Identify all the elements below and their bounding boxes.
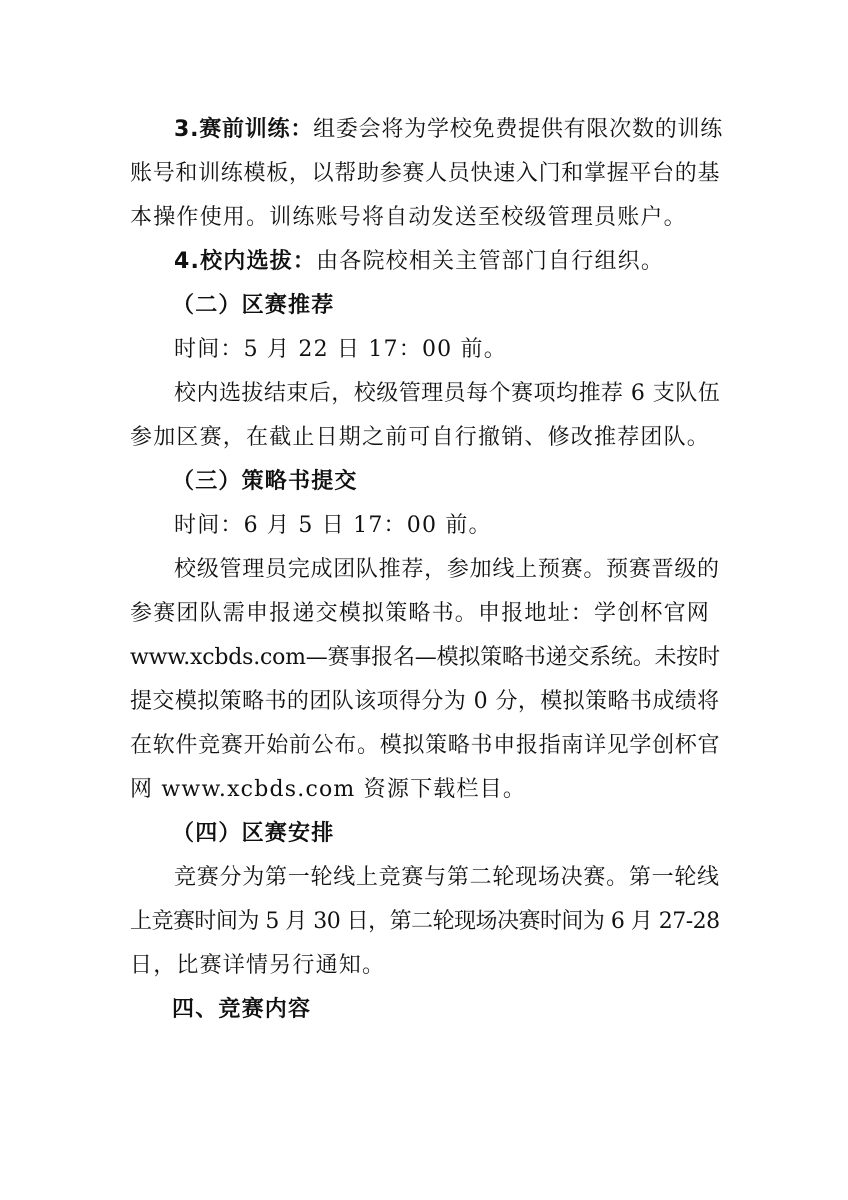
section3-line4: 提交模拟策略书的团队该项得分为 0 分，模拟策略书成绩将 bbox=[130, 689, 720, 714]
section3-time: 时间：6 月 5 日 17：00 前。 bbox=[174, 513, 492, 538]
item3-line1 bbox=[174, 115, 723, 145]
section3-line3: www.xcbds.com—赛事报名—模拟策略书递交系统。未按时 bbox=[130, 645, 720, 670]
section4-line3: 日，比赛详情另行通知。 bbox=[130, 953, 386, 978]
section4-heading: （四）区赛安排 bbox=[172, 821, 335, 846]
section3-line6: 网 www.xcbds.com 资源下载栏目。 bbox=[130, 777, 527, 802]
item3-label: 3.赛前训练： bbox=[174, 117, 314, 142]
item4-line bbox=[174, 247, 664, 277]
section3-line1: 校级管理员完成团队推荐，参加线上预赛。预赛晋级的 bbox=[174, 557, 720, 582]
section4-line2: 上竞赛时间为 5 月 30 日，第二轮现场决赛时间为 6 月 27-28 bbox=[130, 909, 720, 934]
item3-line2: 账号和训练模板，以帮助参赛人员快速入门和掌握平台的基 bbox=[130, 161, 721, 186]
section3-line2: 参赛团队需申报递交模拟策略书。申报地址：学创杯官网 bbox=[130, 601, 711, 626]
section2-line2: 参加区赛，在截止日期之前可自行撤销、修改推荐团队。 bbox=[130, 425, 711, 450]
item4-text: 由各院校相关主管部门自行组织。 bbox=[316, 249, 665, 274]
section4-line1: 竞赛分为第一轮线上竞赛与第二轮现场决赛。第一轮线 bbox=[174, 865, 720, 890]
section3-line5: 在软件竞赛开始前公布。模拟策略书申报指南详见学创杯官 bbox=[130, 733, 721, 758]
item3-text-line1: 组委会将为学校免费提供有限次数的训练 bbox=[313, 117, 724, 142]
item3-line3: 本操作使用。训练账号将自动发送至校级管理员账户。 bbox=[130, 205, 687, 230]
section2-line1: 校内选拔结束后，校级管理员每个赛项均推荐 6 支队伍 bbox=[174, 381, 721, 406]
item4-label: 4.校内选拔： bbox=[174, 249, 317, 274]
section2-time: 时间：5 月 22 日 17：00 前。 bbox=[174, 337, 507, 362]
chapter4-heading: 四、竞赛内容 bbox=[172, 997, 312, 1022]
section3-heading: （三）策略书提交 bbox=[172, 469, 358, 494]
section2-heading: （二）区赛推荐 bbox=[172, 293, 335, 318]
